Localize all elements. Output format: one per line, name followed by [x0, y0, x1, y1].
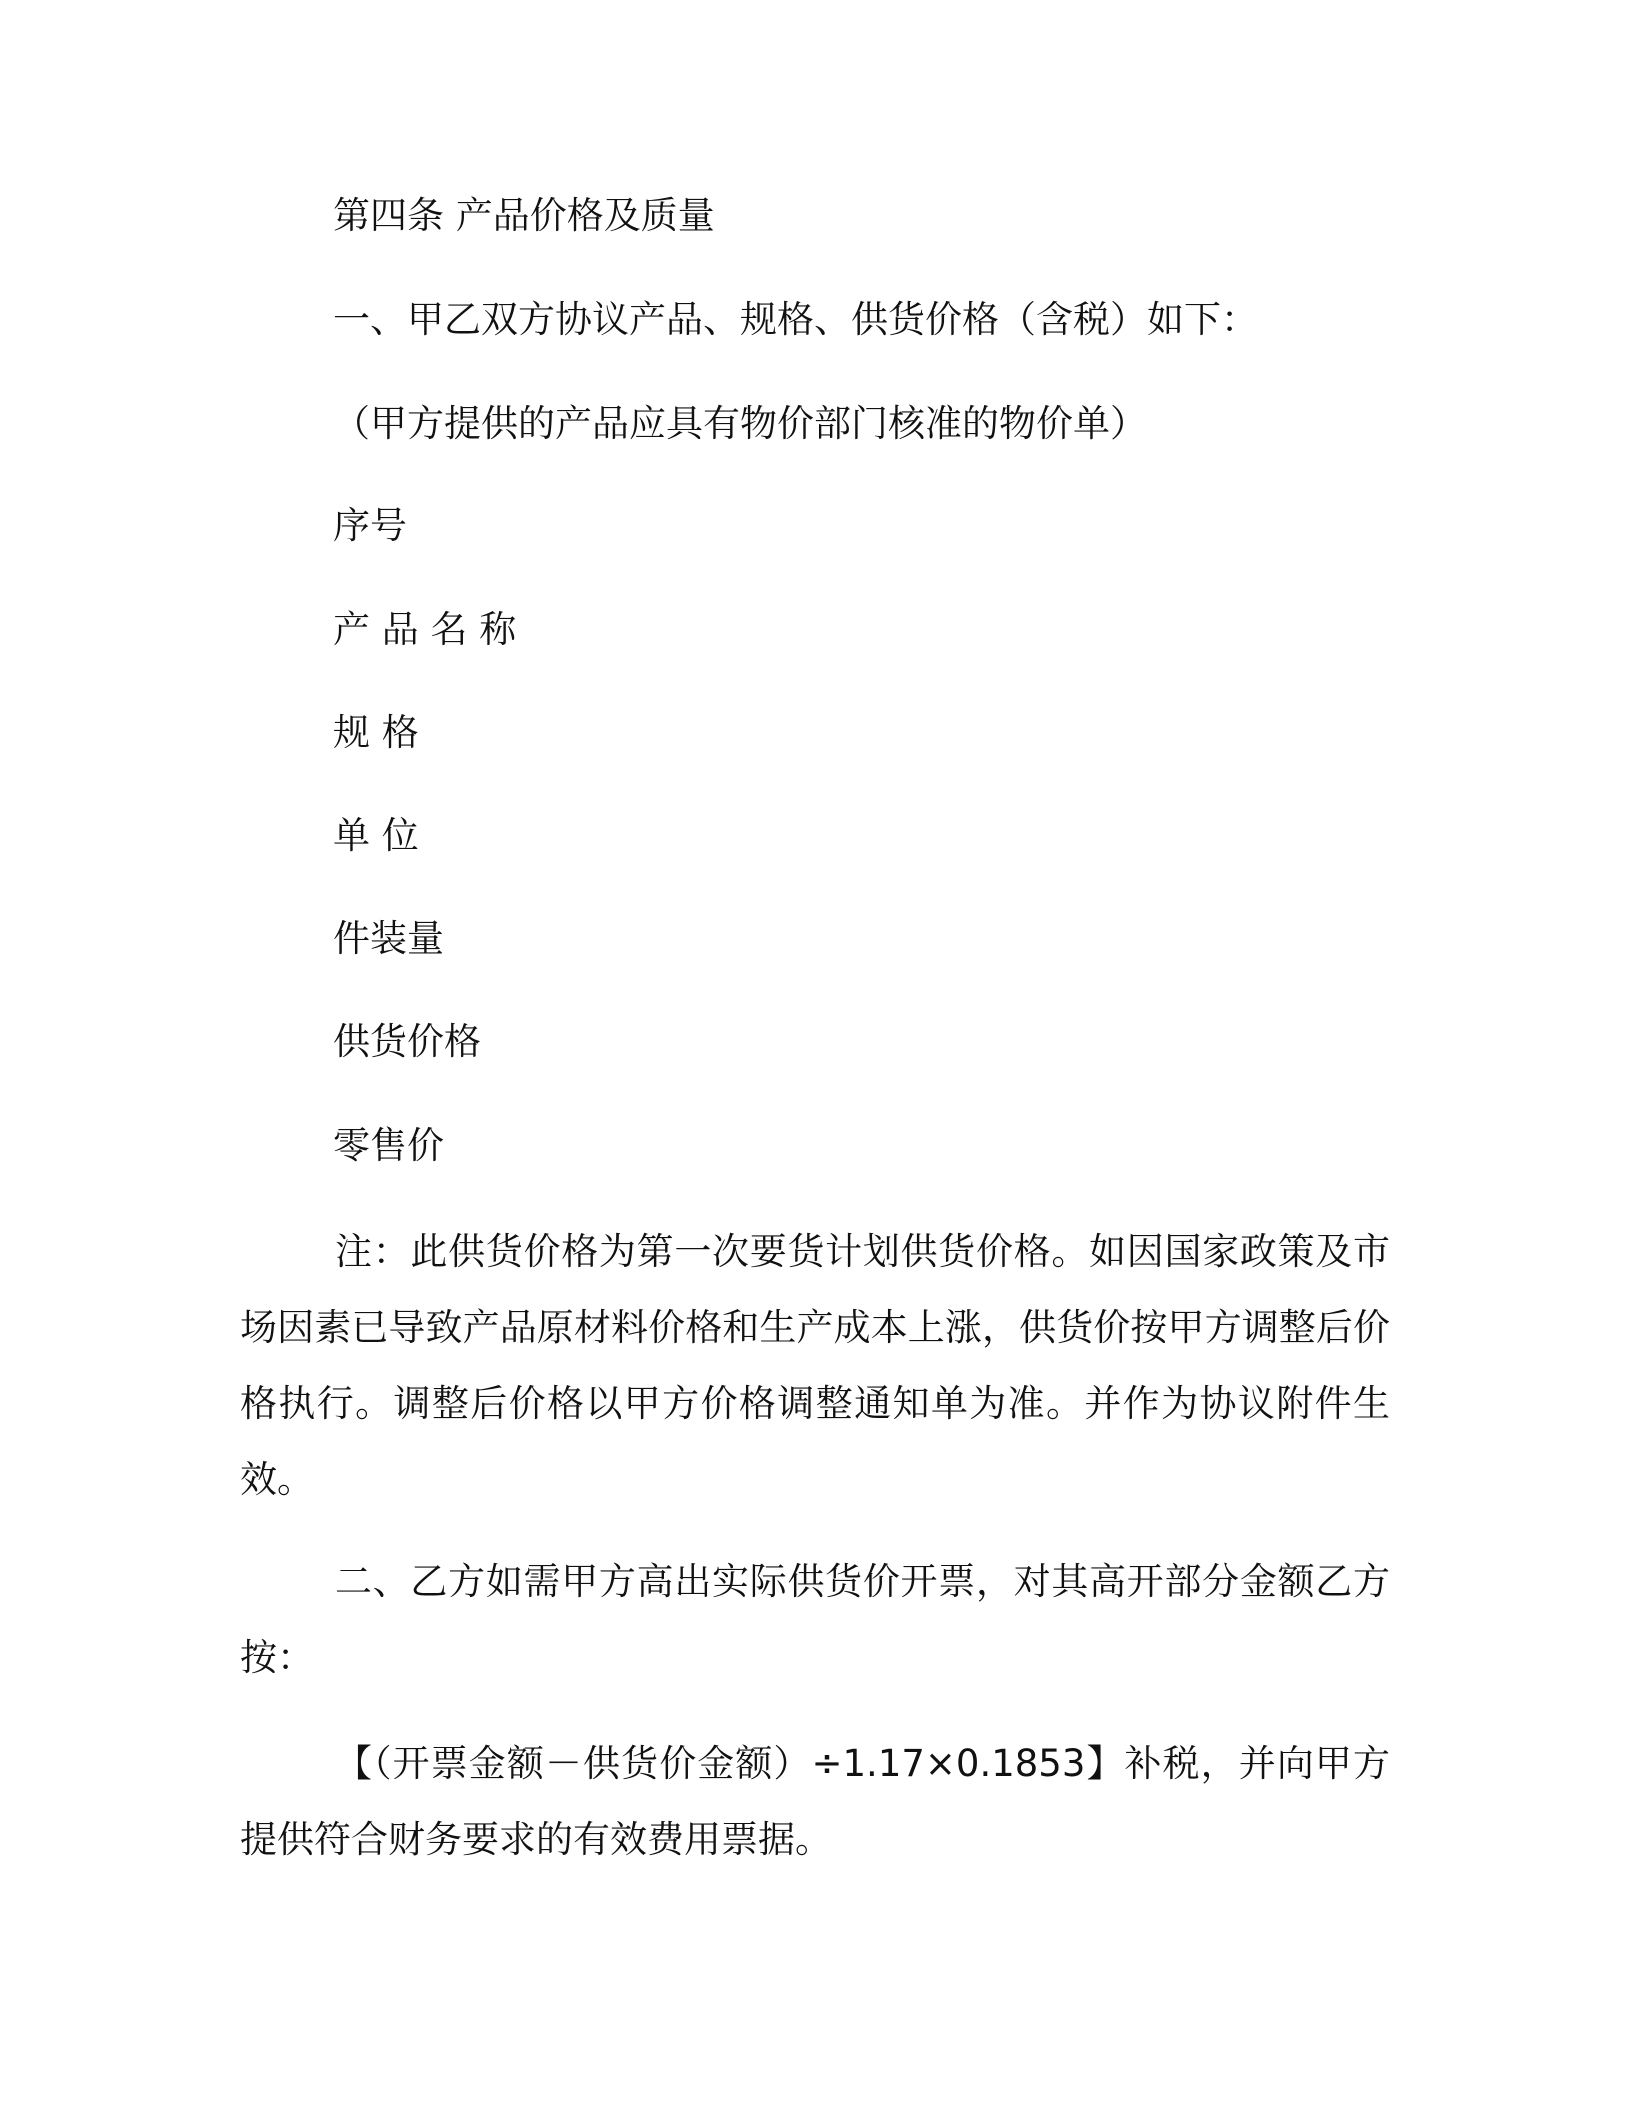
section-one-heading: 一、甲乙双方协议产品、规格、供货价格（含税）如下：: [333, 298, 1258, 341]
section-one-note: （甲方提供的产品应具有物价部门核准的物价单）: [333, 402, 1147, 445]
field-serial-no: 序号: [333, 504, 407, 547]
field-product-name: 产 品 名 称: [333, 608, 517, 651]
section-two-paragraph: 二、乙方如需甲方高出实际供货价开票，对其高开部分金额乙方按：: [240, 1560, 1390, 1679]
field-supply-price: 供货价格: [333, 1020, 481, 1063]
field-specification: 规 格: [333, 711, 419, 754]
article-title: 第四条 产品价格及质量: [333, 194, 715, 237]
formula-paragraph: 【（开票金额－供货价金额）÷1.17×0.1853】补税，并向甲方提供符合财务要求的有效费用票据。: [240, 1742, 1390, 1861]
field-pieces-per-case: 件装量: [333, 917, 444, 960]
field-unit: 单 位: [333, 814, 419, 857]
field-retail-price: 零售价: [333, 1124, 444, 1167]
price-note-paragraph: 注：此供货价格为第一次要货计划供货价格。如因国家政策及市场因素已导致产品原材料价格和生产成本上涨，供货价按甲方调整后价格执行。调整后价格以甲方价格调整通知单为准。并作为协议附件生效。: [240, 1230, 1390, 1501]
